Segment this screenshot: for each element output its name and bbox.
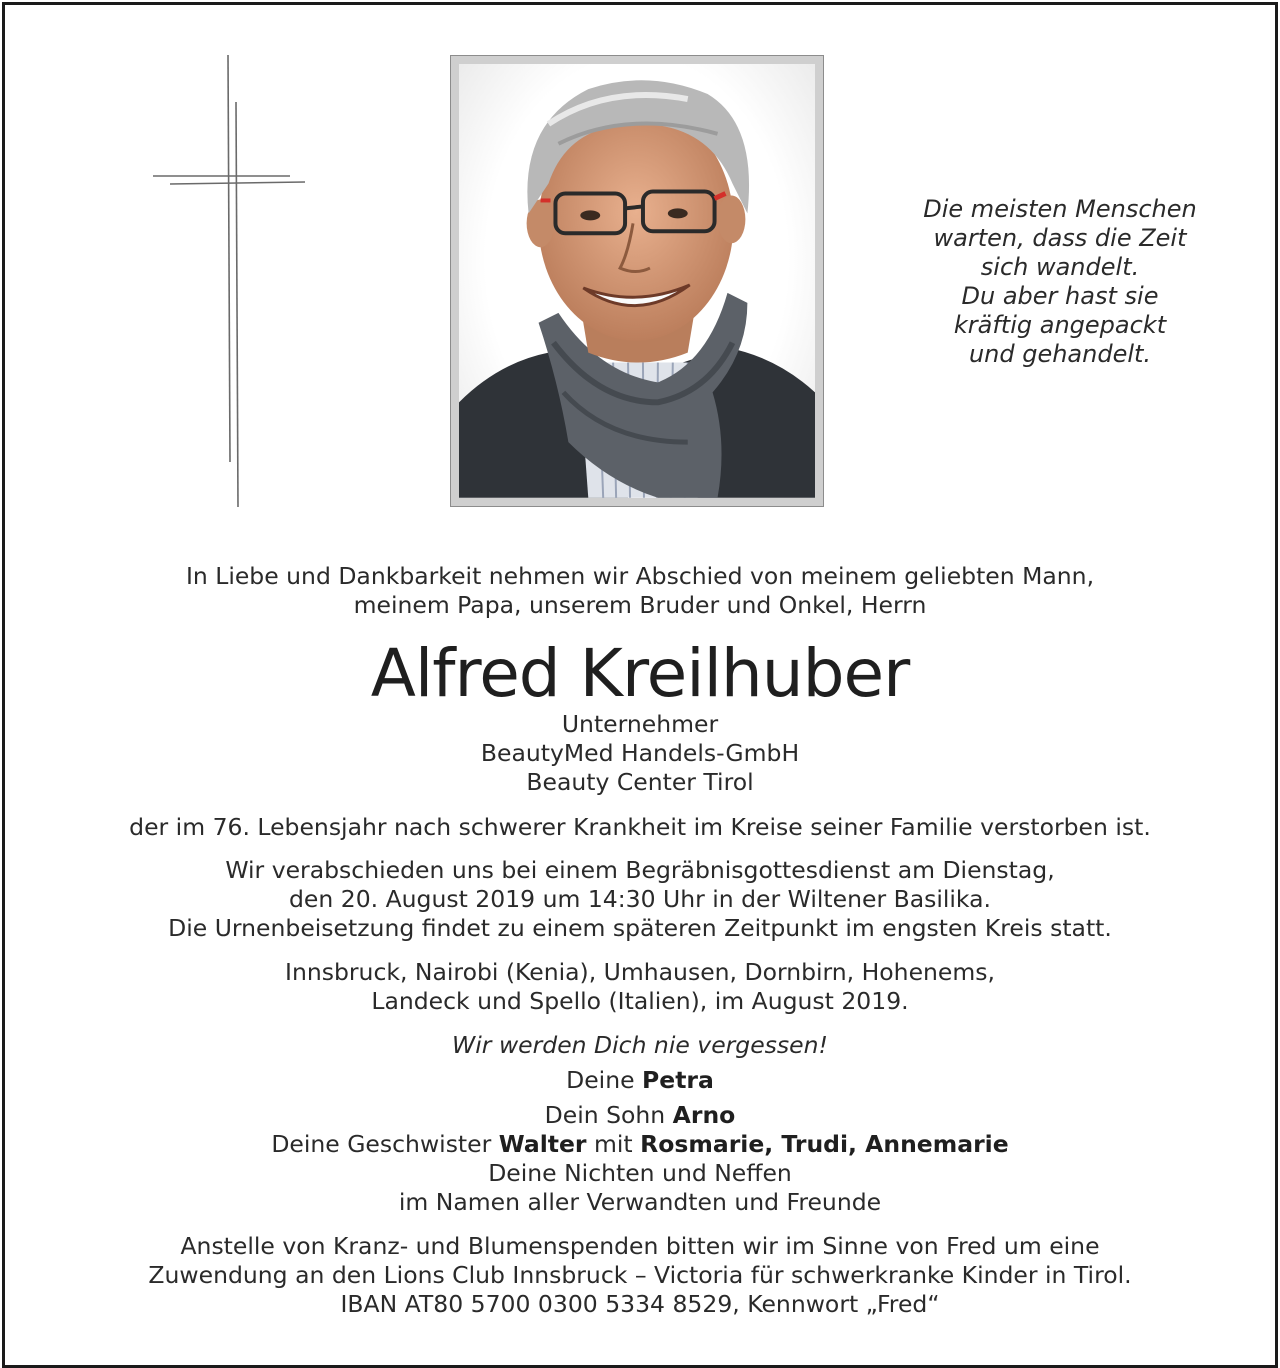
mourner-prefix: Deine <box>566 1066 635 1094</box>
quote-line: und gehandelt. <box>968 340 1152 368</box>
mourner-name: Arno <box>672 1101 736 1129</box>
occupation-block <box>20 710 1260 797</box>
donation-block <box>20 1232 1260 1319</box>
mourner-nieces: Deine Nichten und Neffen <box>488 1159 792 1187</box>
farewell-line: Wir werden Dich nie vergessen! <box>452 1031 828 1059</box>
mourner-prefix: Dein Sohn <box>544 1101 666 1129</box>
mourner-name: Petra <box>642 1066 714 1094</box>
mourner-connector: mit <box>594 1130 633 1158</box>
mourner-siblings <box>20 1130 1260 1159</box>
mourner-son <box>20 1101 1260 1130</box>
service-line: Die Urnenbeisetzung findet zu einem späteren Zeitpunkt im engsten Kreis statt. <box>168 914 1112 942</box>
places-block <box>20 958 1260 1016</box>
places-line: Landeck und Spello (Italien), im August 2019. <box>371 987 909 1015</box>
memorial-quote <box>880 195 1240 369</box>
deceased-name-block <box>20 636 1260 712</box>
death-statement <box>20 813 1260 842</box>
intro-block <box>20 562 1260 620</box>
quote-line: kräftig angepackt <box>953 311 1167 339</box>
donation-line: Anstelle von Kranz- und Blumenspenden bitten wir im Sinne von Fred um eine <box>180 1232 1100 1260</box>
mourner-prefix: Deine Geschwister <box>271 1130 492 1158</box>
quote-line: Du aber hast sie <box>961 282 1159 310</box>
service-block <box>20 856 1260 943</box>
intro-line: In Liebe und Dankbarkeit nehmen wir Abschied von meinem geliebten Mann, <box>185 562 1095 590</box>
mourner-wife <box>20 1066 1260 1095</box>
deceased-name: Alfred Kreilhuber <box>370 635 910 712</box>
mourners-block <box>20 1066 1260 1095</box>
death-line: der im 76. Lebensjahr nach schwerer Krankheit im Kreise seiner Familie verstorben ist. <box>129 813 1151 841</box>
mourner-relatives: im Namen aller Verwandten und Freunde <box>398 1188 882 1216</box>
donation-line: Zuwendung an den Lions Club Innsbruck – Victoria für schwerkranke Kinder in Tirol. <box>148 1261 1132 1289</box>
portrait-photo <box>450 55 824 507</box>
mourners-block-2 <box>20 1101 1260 1217</box>
cross-icon <box>150 52 310 512</box>
portrait-image <box>459 64 815 498</box>
occupation: Unternehmer <box>561 710 719 738</box>
company-name: Beauty Center Tirol <box>526 768 754 796</box>
service-line: Wir verabschieden uns bei einem Begräbnisgottesdienst am Dienstag, <box>225 856 1055 884</box>
donation-iban: IBAN AT80 5700 0300 5334 8529, Kennwort „Fred“ <box>340 1290 940 1318</box>
quote-line: Die meisten Menschen <box>923 195 1197 223</box>
quote-line: warten, dass die Zeit <box>933 224 1187 252</box>
places-line: Innsbruck, Nairobi (Kenia), Umhausen, Dornbirn, Hohenems, <box>285 958 995 986</box>
intro-line: meinem Papa, unserem Bruder und Onkel, Herrn <box>353 591 927 619</box>
quote-line: sich wandelt. <box>980 253 1140 281</box>
company-name: BeautyMed Handels-GmbH <box>480 739 800 767</box>
farewell-block <box>20 1031 1260 1060</box>
mourner-name: Walter <box>498 1130 587 1158</box>
service-line: den 20. August 2019 um 14:30 Uhr in der Wiltener Basilika. <box>289 885 991 913</box>
mourner-name: Rosmarie, Trudi, Annemarie <box>640 1130 1009 1158</box>
